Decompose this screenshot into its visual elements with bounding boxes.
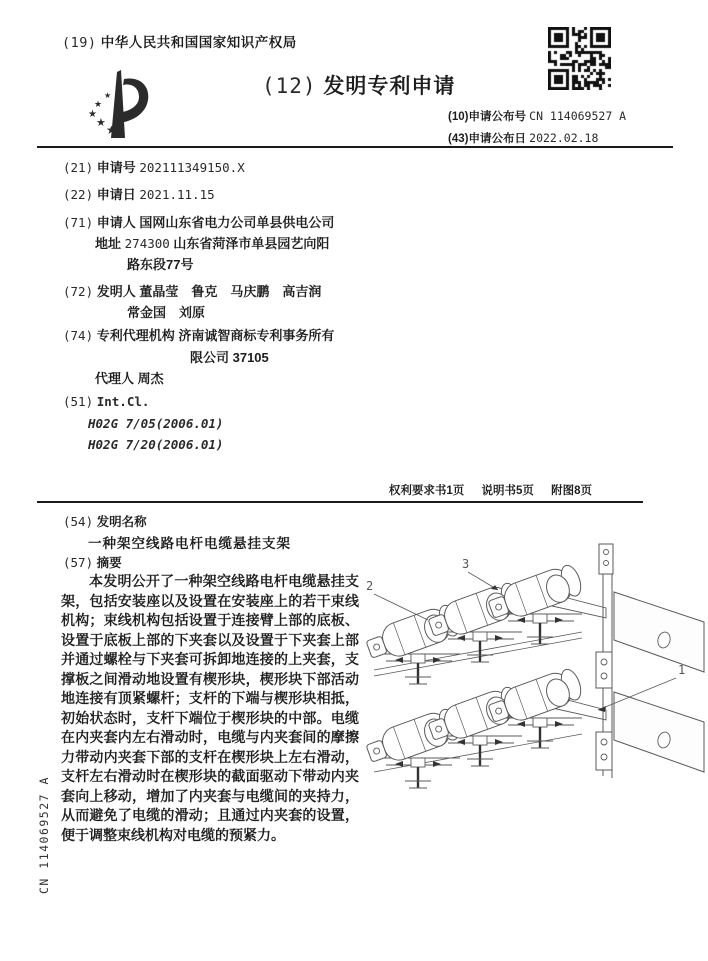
side-publication-number: CN 114069527 A <box>37 776 51 894</box>
cnipa-logo-icon <box>84 70 152 142</box>
agent-line <box>95 368 164 387</box>
svg-text:★: ★ <box>106 123 117 137</box>
app-no-label: 申请号 <box>96 160 136 175</box>
abstract-section-heading <box>63 553 122 571</box>
address-text2: 路东段77号 <box>127 257 194 272</box>
header-divider <box>37 146 673 148</box>
intcl-label: Int.Cl. <box>96 394 150 409</box>
office-tag: (19) <box>62 35 97 51</box>
pub-no-label: (10)申请公布号 <box>448 111 526 123</box>
doc-type-text: 发明专利申请 <box>323 75 456 98</box>
pub-date-value: 2022.02.18 <box>529 131 599 145</box>
address-zip: 274300 <box>124 236 170 251</box>
figure-ref-2: 2 <box>366 579 374 593</box>
publication-number-line <box>448 106 626 128</box>
application-number-line <box>63 157 245 176</box>
agency-line1 <box>63 325 334 344</box>
cnipa-logo <box>84 70 152 147</box>
agency-label: 专利代理机构 <box>96 328 175 343</box>
abstract-tag: (57) <box>63 555 94 570</box>
svg-text:★: ★ <box>104 91 112 100</box>
applicant-line <box>63 212 334 231</box>
app-no-value: 202111349150.X <box>139 160 245 175</box>
applicant-tag: (71) <box>63 215 94 230</box>
intcl-tag: (51) <box>63 394 94 409</box>
intcl-line <box>63 394 149 409</box>
figure-ref-3: 3 <box>462 557 470 571</box>
applicant-address-line1 <box>95 233 329 252</box>
office-name: 中华人民共和国国家知识产权局 <box>100 35 297 50</box>
inventors-label: 发明人 <box>96 284 136 299</box>
svg-text:★: ★ <box>88 109 97 120</box>
address-text1: 山东省菏泽市单县园艺向阳 <box>173 236 330 251</box>
applicant-name: 国网山东省电力公司单县供电公司 <box>139 215 335 230</box>
issuing-office-line <box>62 31 297 51</box>
invention-title: 一种架空线路电杆电缆悬挂支架 <box>88 536 291 551</box>
qr-code <box>548 27 611 90</box>
agency-line2 <box>190 347 269 366</box>
app-no-tag: (21) <box>63 160 94 175</box>
app-date-label: 申请日 <box>96 187 136 202</box>
publication-info <box>448 106 626 150</box>
description-pages: 说明书5页 <box>481 485 534 497</box>
abstract-label: 摘要 <box>96 556 122 570</box>
app-date-tag: (22) <box>63 187 94 202</box>
agent-label: 代理人 <box>95 371 135 386</box>
inventor-names-2: 常金国 刘原 <box>127 305 206 320</box>
claims-pages: 权利要求书1页 <box>388 485 465 497</box>
app-date-value: 2021.11.15 <box>139 187 215 202</box>
ipc-entry-2: H02G 7/20(2006.01) <box>88 437 224 452</box>
svg-text:★: ★ <box>96 117 106 129</box>
inventors-line1 <box>63 281 321 300</box>
figure-pages: 附图8页 <box>551 485 592 497</box>
patent-drawing-figure <box>356 540 706 795</box>
inventors-tag: (72) <box>63 284 94 299</box>
pub-no-value: CN 114069527 A <box>529 109 627 123</box>
pages-info <box>300 482 592 498</box>
patent-drawing <box>356 540 706 800</box>
body-divider <box>37 501 643 503</box>
abstract-text: 本发明公开了一种架空线路电杆电缆悬挂支架，包括安装座以及设置在安装座上的若干束线机构；束线机构包括设置于连接臂上部的底板、设置于底板上部的下夹套以及设置于下夹套上部并通过螺栓与下夹套可拆卸地连接的上夹套，支撑板之间滑动地设置有楔形块，楔形块下部活动地连接有顶紧螺杆；支杆的下端与楔形块相抵，初始状态时，支杆下端位于楔形块的中部。电缆在内夹套内左右滑动时，电缆与内夹套间的摩擦力带动内夹套下部的支杆在楔形块上左右滑动，支杆左右滑动时在楔形块的截面驱动下带动内夹套向上移动，增加了内夹套与电缆间的夹持力，从而避免了电缆的滑动；且通过内夹套的设置，便于调整束线机构对电缆的预紧力。 <box>61 573 359 843</box>
agent-name: 周杰 <box>137 371 164 386</box>
figure-ref-1: 1 <box>678 663 686 677</box>
application-date-line <box>63 184 215 203</box>
agency-name-2: 限公司 37105 <box>190 350 269 365</box>
title-tag: (54) <box>63 514 94 529</box>
doc-type-tag: (12) <box>262 74 317 98</box>
title-label: 发明名称 <box>96 515 147 529</box>
doc-type-title <box>262 70 455 100</box>
inventors-line2 <box>127 302 205 321</box>
inventor-names-1: 董晶莹 鲁克 马庆鹏 高吉润 <box>139 284 322 299</box>
title-section-heading <box>63 512 147 530</box>
pub-date-label: (43)申请公布日 <box>448 133 526 145</box>
address-label: 地址 <box>95 236 122 251</box>
agency-tag: (74) <box>63 328 94 343</box>
applicant-label: 申请人 <box>96 215 136 230</box>
applicant-address-line2 <box>127 254 193 273</box>
svg-text:★: ★ <box>94 99 103 109</box>
agency-name-1: 济南诚智商标专利事务所有 <box>178 328 335 343</box>
ipc-entry-1: H02G 7/05(2006.01) <box>88 416 224 431</box>
